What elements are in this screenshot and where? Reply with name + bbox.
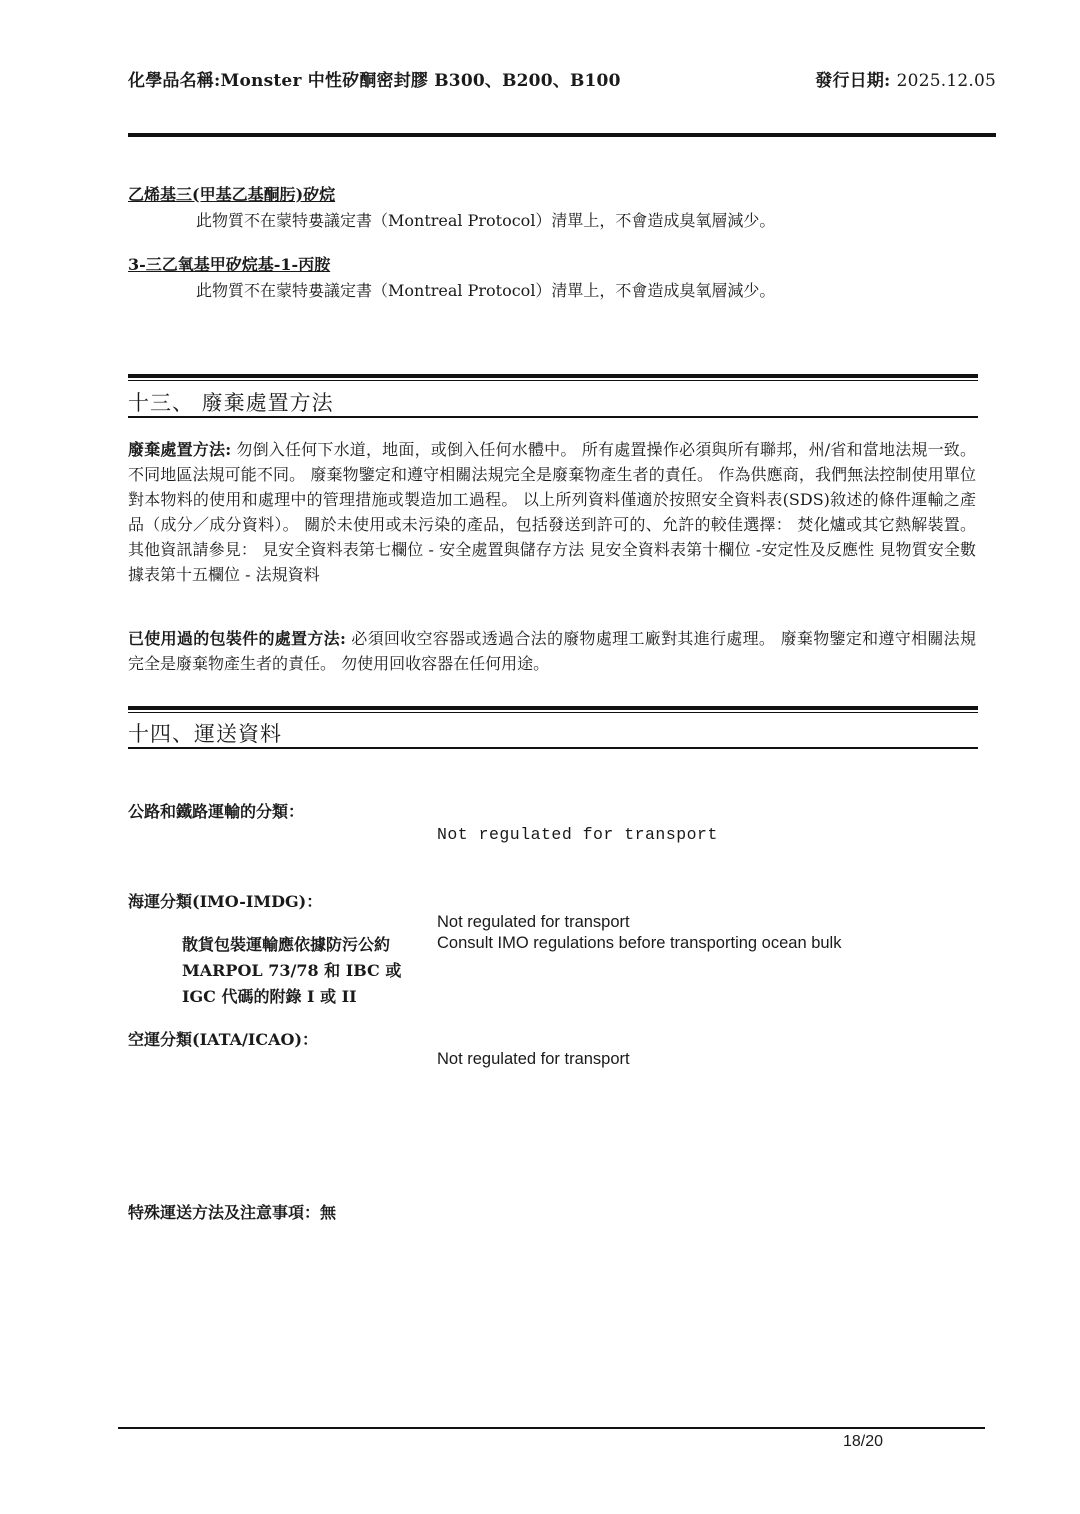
disposal-text: 勿倒入任何下水道，地面，或倒入任何水體中。 所有處置操作必須與所有聯邦，州/省和當地法規一致。 不同地區法規可能不同。 廢棄物鑒定和遵守相關法規完全是廢棄物產生者的責任。 作為供應商，我們無法控制使用單位對本物料的使用和處理中的管理措施或製造加工過程。 以上所列資料僅適於按照安全資料表(SDS)敘述的條件運輸之產品（成分／成分資料）。 關於未使用或未污染的產品，包括發送到許可的、允許的較佳選擇： 焚化爐或其它熱解裝置。 其他資訊請參見： 見安全資料表第七欄位 - 安全處置與儲存方法 見安全資料表第十欄位 -安定性及反應性 見物質安全數據表第十五欄位 - 法規資料 bbox=[128, 440, 976, 584]
air-value: Not regulated for transport bbox=[437, 1050, 630, 1068]
special-precautions: 特殊運送方法及注意事項：無 bbox=[128, 1203, 337, 1222]
product-label: 化學品名稱: bbox=[128, 71, 221, 91]
header-product bbox=[128, 66, 621, 91]
sea-value: Not regulated for transport bbox=[437, 913, 630, 931]
header-date bbox=[815, 66, 996, 91]
road-rail-value: Not regulated for transport bbox=[437, 825, 718, 844]
date-label: 發行日期: bbox=[815, 71, 891, 91]
header-rule bbox=[128, 133, 996, 137]
ozone-substance-1: 乙烯基三(甲基乙基酮肟)矽烷 bbox=[128, 185, 336, 204]
disposal-paragraph bbox=[128, 437, 976, 587]
ozone-substance-2: 3-三乙氧基甲矽烷基-1-丙胺 bbox=[128, 255, 331, 274]
air-label: 空運分類(IATA/ICAO)： bbox=[128, 1030, 319, 1049]
footer-rule bbox=[118, 1427, 985, 1429]
road-rail-label: 公路和鐵路運輸的分類： bbox=[128, 802, 305, 821]
section14-title: 十四、運送資料 bbox=[128, 722, 282, 746]
section13-bottom-rule bbox=[128, 416, 978, 418]
section14-top-rule-thin bbox=[128, 712, 978, 713]
packaging-label: 已使用過的包裝件的處置方法: bbox=[128, 629, 346, 648]
section14-top-rule bbox=[128, 706, 978, 710]
marpol-label: 散貨包裝運輸應依據防污公約 MARPOL 73/78 和 IBC 或 IGC 代碼的附錄 I 或 II bbox=[182, 935, 402, 1006]
packaging-text: 必須回收空容器或透過合法的廢物處理工廠對其進行處理。 廢棄物鑒定和遵守相關法規完全是廢棄物產生者的責任。 勿使用回收容器在任何用途。 bbox=[128, 629, 976, 673]
product-name: Monster 中性矽酮密封膠 B300、B200、B100 bbox=[220, 71, 621, 91]
packaging-paragraph bbox=[128, 626, 976, 676]
ozone-text-2: 此物質不在蒙特婁議定書（Montreal Protocol）清單上，不會造成臭氧層減少。 bbox=[196, 281, 776, 300]
disposal-label: 廢棄處置方法: bbox=[128, 440, 232, 459]
section13-title: 十三、 廢棄處置方法 bbox=[128, 391, 334, 415]
date-value: 2025.12.05 bbox=[896, 71, 996, 91]
marpol-value: Consult IMO regulations before transporting ocean bulk bbox=[437, 934, 842, 952]
sea-label: 海運分類(IMO-IMDG)： bbox=[128, 892, 323, 911]
section14-bottom-rule bbox=[128, 747, 978, 749]
page-number: 18/20 bbox=[843, 1433, 884, 1450]
ozone-text-1: 此物質不在蒙特婁議定書（Montreal Protocol）清單上，不會造成臭氧層減少。 bbox=[196, 211, 776, 230]
section13-top-rule bbox=[128, 374, 978, 378]
section13-top-rule-thin bbox=[128, 380, 978, 381]
